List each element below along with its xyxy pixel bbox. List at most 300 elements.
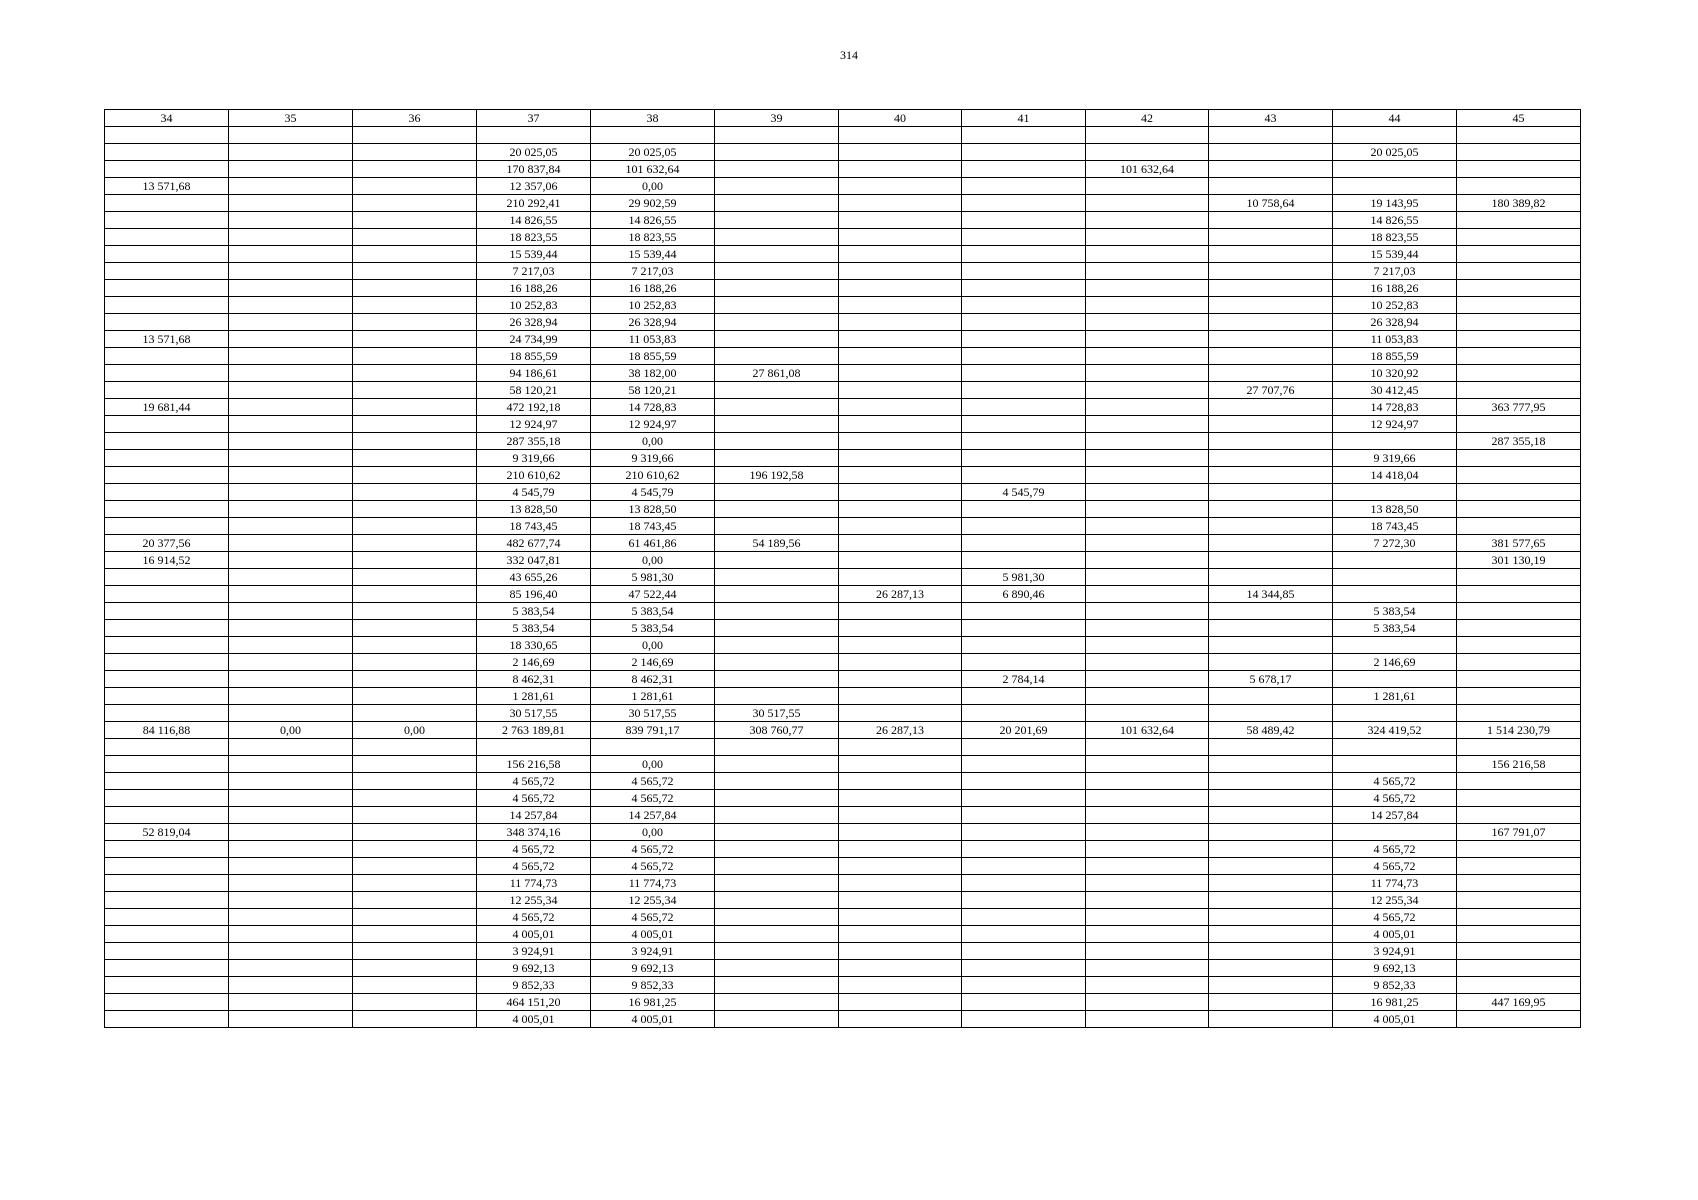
table-cell	[839, 348, 962, 365]
table-cell	[1457, 909, 1581, 926]
table-row	[105, 994, 1581, 1011]
table-cell	[839, 161, 962, 178]
table-cell	[229, 586, 353, 603]
table-cell: 3 924,91	[591, 943, 715, 960]
table-cell: 0,00	[591, 637, 715, 654]
table-cell: 27 707,76	[1209, 382, 1333, 399]
table-cell	[1086, 450, 1209, 467]
table-cell: 4 005,01	[477, 926, 591, 943]
table-row	[105, 433, 1581, 450]
table-cell	[1209, 977, 1333, 994]
column-header: 41	[962, 110, 1086, 127]
table-cell	[962, 161, 1086, 178]
table-cell	[839, 178, 962, 195]
table-cell	[839, 314, 962, 331]
table-row	[105, 892, 1581, 909]
table-cell	[839, 688, 962, 705]
table-row	[105, 331, 1581, 348]
table-cell	[1086, 314, 1209, 331]
table-cell	[1086, 433, 1209, 450]
data-table	[104, 109, 1581, 1028]
table-cell: 1 514 230,79	[1457, 722, 1581, 739]
table-cell: 26 287,13	[839, 722, 962, 739]
table-cell	[839, 671, 962, 688]
table-cell: 5 678,17	[1209, 671, 1333, 688]
table-cell	[1086, 348, 1209, 365]
table-row	[105, 807, 1581, 824]
table-cell	[353, 858, 477, 875]
table-cell	[1086, 1011, 1209, 1028]
table-cell: 196 192,58	[715, 467, 839, 484]
table-row	[105, 382, 1581, 399]
table-cell	[353, 960, 477, 977]
table-cell: 12 924,97	[477, 416, 591, 433]
table-row	[105, 195, 1581, 212]
table-cell	[1457, 586, 1581, 603]
table-cell	[1209, 603, 1333, 620]
table-cell	[715, 280, 839, 297]
table-cell	[962, 875, 1086, 892]
table-row	[105, 773, 1581, 790]
table-cell	[1457, 348, 1581, 365]
table-cell	[1457, 943, 1581, 960]
table-cell	[353, 467, 477, 484]
table-cell	[1457, 603, 1581, 620]
table-cell: 30 517,55	[477, 705, 591, 722]
column-header: 42	[1086, 110, 1209, 127]
table-cell: 13 571,68	[105, 178, 229, 195]
table-row	[105, 688, 1581, 705]
table-row	[105, 229, 1581, 246]
table-cell	[1209, 518, 1333, 535]
column-header: 39	[715, 110, 839, 127]
table-cell: 58 120,21	[591, 382, 715, 399]
column-header: 34	[105, 110, 229, 127]
column-header: 43	[1209, 110, 1333, 127]
table-cell	[353, 688, 477, 705]
table-row	[105, 535, 1581, 552]
table-cell: 101 632,64	[1086, 722, 1209, 739]
table-cell	[353, 586, 477, 603]
table-cell	[1209, 280, 1333, 297]
table-cell	[1209, 178, 1333, 195]
table-cell	[839, 501, 962, 518]
table-cell	[1209, 450, 1333, 467]
table-cell: 5 981,30	[591, 569, 715, 586]
table-cell	[1086, 926, 1209, 943]
table-cell	[1209, 348, 1333, 365]
table-cell: 5 383,54	[1333, 620, 1457, 637]
table-cell	[1086, 909, 1209, 926]
table-cell: 20 377,56	[105, 535, 229, 552]
table-cell	[105, 926, 229, 943]
table-cell	[1333, 671, 1457, 688]
table-cell: 19 681,44	[105, 399, 229, 416]
table-cell	[105, 467, 229, 484]
table-cell	[353, 671, 477, 688]
table-cell	[353, 450, 477, 467]
table-row	[105, 467, 1581, 484]
table-cell	[1209, 943, 1333, 960]
table-cell: 12 255,34	[477, 892, 591, 909]
table-cell	[1333, 756, 1457, 773]
table-cell	[839, 552, 962, 569]
table-cell	[1457, 705, 1581, 722]
table-cell: 4 565,72	[1333, 790, 1457, 807]
table-cell	[1333, 586, 1457, 603]
table-cell: 9 692,13	[477, 960, 591, 977]
table-cell	[105, 739, 229, 756]
table-cell: 4 565,72	[1333, 909, 1457, 926]
table-cell: 2 146,69	[591, 654, 715, 671]
table-cell: 14 418,04	[1333, 467, 1457, 484]
table-cell	[1086, 637, 1209, 654]
table-row	[105, 518, 1581, 535]
table-cell	[1333, 161, 1457, 178]
table-cell: 5 383,54	[477, 620, 591, 637]
table-row	[105, 1011, 1581, 1028]
table-cell	[1209, 620, 1333, 637]
page-number: 314	[840, 48, 858, 62]
table-cell: 10 252,83	[1333, 297, 1457, 314]
table-cell	[839, 433, 962, 450]
table-cell	[1086, 654, 1209, 671]
table-row	[105, 569, 1581, 586]
table-cell	[353, 773, 477, 790]
table-cell	[1209, 569, 1333, 586]
table-cell: 839 791,17	[591, 722, 715, 739]
table-cell	[353, 756, 477, 773]
table-cell	[1209, 1011, 1333, 1028]
table-cell	[1457, 654, 1581, 671]
table-cell	[353, 535, 477, 552]
table-cell	[353, 637, 477, 654]
table-cell	[839, 705, 962, 722]
table-cell	[353, 620, 477, 637]
table-cell	[962, 824, 1086, 841]
table-cell	[1209, 297, 1333, 314]
table-cell: 7 217,03	[591, 263, 715, 280]
table-cell: 9 692,13	[1333, 960, 1457, 977]
table-cell	[229, 348, 353, 365]
table-cell	[962, 297, 1086, 314]
table-cell	[715, 960, 839, 977]
table-cell	[105, 280, 229, 297]
table-cell	[105, 1011, 229, 1028]
table-cell: 18 855,59	[1333, 348, 1457, 365]
table-cell: 9 319,66	[1333, 450, 1457, 467]
table-cell	[1209, 994, 1333, 1011]
table-cell: 348 374,16	[477, 824, 591, 841]
table-cell: 3 924,91	[477, 943, 591, 960]
table-cell	[962, 756, 1086, 773]
table-cell: 18 743,45	[1333, 518, 1457, 535]
table-cell: 16 188,26	[591, 280, 715, 297]
table-cell	[715, 195, 839, 212]
table-cell: 11 774,73	[591, 875, 715, 892]
table-row	[105, 501, 1581, 518]
table-cell	[1086, 586, 1209, 603]
table-cell	[715, 994, 839, 1011]
table-cell	[839, 297, 962, 314]
table-cell	[229, 467, 353, 484]
table-cell: 29 902,59	[591, 195, 715, 212]
table-cell	[105, 450, 229, 467]
table-row	[105, 943, 1581, 960]
table-cell	[1209, 773, 1333, 790]
table-cell: 156 216,58	[1457, 756, 1581, 773]
table-cell	[1086, 824, 1209, 841]
table-cell	[1209, 331, 1333, 348]
table-cell	[839, 280, 962, 297]
table-cell	[1209, 314, 1333, 331]
table-cell	[1457, 314, 1581, 331]
table-cell	[715, 807, 839, 824]
table-cell	[105, 365, 229, 382]
table-cell	[353, 399, 477, 416]
table-cell	[353, 994, 477, 1011]
table-cell	[962, 807, 1086, 824]
table-cell	[1457, 467, 1581, 484]
table-cell	[1457, 382, 1581, 399]
table-cell	[1209, 875, 1333, 892]
table-cell	[1209, 161, 1333, 178]
table-cell	[962, 246, 1086, 263]
table-cell: 0,00	[591, 552, 715, 569]
table-cell	[229, 195, 353, 212]
table-cell	[1209, 433, 1333, 450]
table-cell	[229, 637, 353, 654]
table-cell	[715, 212, 839, 229]
table-cell: 308 760,77	[715, 722, 839, 739]
table-cell	[839, 484, 962, 501]
table-cell	[229, 671, 353, 688]
table-cell	[715, 586, 839, 603]
table-cell: 54 189,56	[715, 535, 839, 552]
table-cell	[962, 688, 1086, 705]
table-cell	[229, 365, 353, 382]
table-cell	[229, 909, 353, 926]
table-cell	[1457, 501, 1581, 518]
table-cell	[353, 161, 477, 178]
table-cell: 210 610,62	[591, 467, 715, 484]
table-row	[105, 875, 1581, 892]
table-cell	[1086, 977, 1209, 994]
table-cell	[1086, 790, 1209, 807]
table-cell	[1333, 637, 1457, 654]
table-cell: 482 677,74	[477, 535, 591, 552]
table-cell	[229, 688, 353, 705]
table-cell	[1086, 705, 1209, 722]
table-cell	[229, 790, 353, 807]
table-cell	[715, 144, 839, 161]
column-header: 35	[229, 110, 353, 127]
table-cell: 58 120,21	[477, 382, 591, 399]
table-cell: 101 632,64	[1086, 161, 1209, 178]
table-cell: 3 924,91	[1333, 943, 1457, 960]
table-cell: 30 412,45	[1333, 382, 1457, 399]
table-cell	[105, 263, 229, 280]
table-cell: 16 188,26	[1333, 280, 1457, 297]
table-cell	[1457, 960, 1581, 977]
table-cell: 287 355,18	[477, 433, 591, 450]
table-cell	[1086, 144, 1209, 161]
table-cell	[715, 399, 839, 416]
table-cell	[353, 1011, 477, 1028]
table-cell	[715, 382, 839, 399]
table-cell: 9 319,66	[591, 450, 715, 467]
table-cell: 58 489,42	[1209, 722, 1333, 739]
table-cell: 1 281,61	[591, 688, 715, 705]
table-cell	[229, 212, 353, 229]
table-cell	[105, 246, 229, 263]
table-row	[105, 161, 1581, 178]
table-cell: 4 005,01	[1333, 1011, 1457, 1028]
table-cell	[839, 263, 962, 280]
table-cell: 24 734,99	[477, 331, 591, 348]
table-cell	[962, 178, 1086, 195]
table-cell: 14 257,84	[591, 807, 715, 824]
table-cell	[1457, 229, 1581, 246]
table-cell: 16 188,26	[477, 280, 591, 297]
table-cell	[229, 535, 353, 552]
table-cell	[105, 671, 229, 688]
table-cell	[591, 127, 715, 144]
table-cell	[715, 348, 839, 365]
table-cell	[353, 314, 477, 331]
table-cell: 180 389,82	[1457, 195, 1581, 212]
table-cell: 0,00	[591, 756, 715, 773]
table-cell	[839, 739, 962, 756]
table-cell	[715, 892, 839, 909]
table-cell	[715, 671, 839, 688]
table-cell: 4 565,72	[1333, 773, 1457, 790]
table-cell	[962, 433, 1086, 450]
table-cell	[105, 773, 229, 790]
table-cell	[229, 824, 353, 841]
table-cell	[1333, 739, 1457, 756]
table-cell	[962, 773, 1086, 790]
table-cell	[353, 246, 477, 263]
table-row	[105, 416, 1581, 433]
table-cell	[839, 824, 962, 841]
table-cell	[715, 654, 839, 671]
table-cell	[105, 620, 229, 637]
table-cell	[105, 654, 229, 671]
table-cell: 13 828,50	[591, 501, 715, 518]
table-cell	[229, 144, 353, 161]
table-cell: 0,00	[229, 722, 353, 739]
table-cell	[1333, 127, 1457, 144]
table-row	[105, 399, 1581, 416]
table-cell	[962, 637, 1086, 654]
table-cell: 26 328,94	[477, 314, 591, 331]
table-cell	[105, 314, 229, 331]
table-row	[105, 348, 1581, 365]
table-cell	[715, 416, 839, 433]
table-cell	[1086, 773, 1209, 790]
table-row	[105, 297, 1581, 314]
table-cell	[353, 416, 477, 433]
table-cell	[229, 994, 353, 1011]
table-cell	[105, 841, 229, 858]
table-cell: 363 777,95	[1457, 399, 1581, 416]
table-cell	[1457, 212, 1581, 229]
table-row	[105, 654, 1581, 671]
table-cell	[1333, 705, 1457, 722]
table-cell	[839, 365, 962, 382]
table-cell: 0,00	[591, 178, 715, 195]
table-cell: 4 005,01	[591, 1011, 715, 1028]
table-cell: 0,00	[353, 722, 477, 739]
table-cell	[715, 943, 839, 960]
table-cell	[1209, 756, 1333, 773]
table-cell: 14 257,84	[1333, 807, 1457, 824]
table-cell	[839, 790, 962, 807]
table-cell	[962, 450, 1086, 467]
table-cell	[715, 926, 839, 943]
table-cell	[1209, 484, 1333, 501]
table-cell: 20 201,69	[962, 722, 1086, 739]
table-cell	[839, 773, 962, 790]
table-cell: 10 252,83	[591, 297, 715, 314]
table-cell: 20 025,05	[591, 144, 715, 161]
table-cell	[353, 178, 477, 195]
table-cell	[1086, 671, 1209, 688]
table-cell	[1086, 178, 1209, 195]
table-cell: 301 130,19	[1457, 552, 1581, 569]
table-cell	[353, 229, 477, 246]
table-cell	[1209, 960, 1333, 977]
table-cell	[715, 297, 839, 314]
column-header: 37	[477, 110, 591, 127]
table-row	[105, 144, 1581, 161]
table-cell	[1086, 841, 1209, 858]
table-cell	[105, 144, 229, 161]
table-cell	[105, 807, 229, 824]
table-cell	[353, 212, 477, 229]
table-cell	[962, 212, 1086, 229]
table-cell	[962, 1011, 1086, 1028]
table-cell	[962, 552, 1086, 569]
table-row	[105, 858, 1581, 875]
table-cell	[353, 841, 477, 858]
table-cell	[839, 229, 962, 246]
table-cell: 61 461,86	[591, 535, 715, 552]
table-cell	[229, 382, 353, 399]
table-cell: 0,00	[591, 433, 715, 450]
table-cell: 156 216,58	[477, 756, 591, 773]
table-cell	[229, 739, 353, 756]
table-cell: 14 344,85	[1209, 586, 1333, 603]
table-cell: 43 655,26	[477, 569, 591, 586]
table-cell	[229, 807, 353, 824]
table-cell	[1086, 960, 1209, 977]
table-cell: 52 819,04	[105, 824, 229, 841]
table-cell	[962, 280, 1086, 297]
table-cell	[229, 620, 353, 637]
table-cell: 1 281,61	[1333, 688, 1457, 705]
table-cell: 14 728,83	[1333, 399, 1457, 416]
table-cell: 14 257,84	[477, 807, 591, 824]
table-cell	[839, 382, 962, 399]
table-cell	[105, 892, 229, 909]
column-header: 36	[353, 110, 477, 127]
table-cell	[1457, 892, 1581, 909]
table-cell	[839, 212, 962, 229]
table-cell	[1209, 246, 1333, 263]
table-cell	[962, 926, 1086, 943]
